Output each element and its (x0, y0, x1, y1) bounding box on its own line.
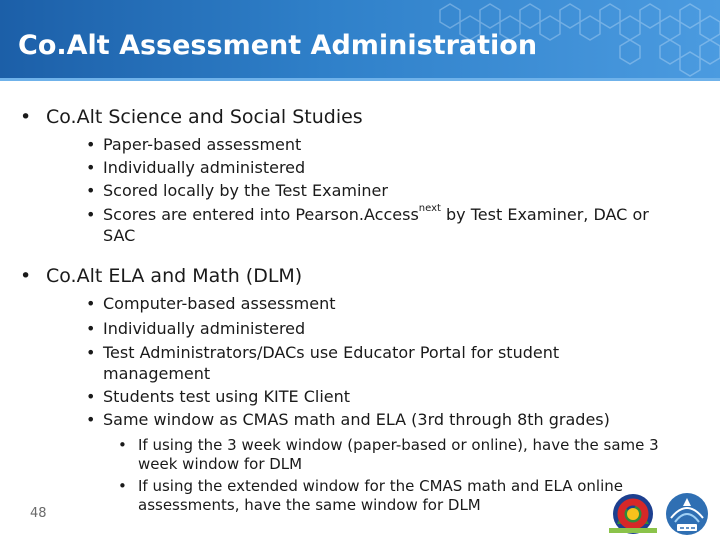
list-item-text: Scores are entered into Pearson.Access (103, 205, 419, 224)
sub-list-item-continuation: assessments, have the same window for DLM (138, 496, 481, 514)
bullet-glyph: • (86, 319, 96, 338)
cde-logo (666, 493, 708, 535)
bullet-glyph: • (86, 135, 96, 154)
list-item-text: by Test Examiner, DAC or (440, 205, 649, 224)
list-item: Same window as CMAS math and ELA (3rd through 8th grades) (103, 410, 610, 429)
sub-list-item: If using the 3 week window (paper-based or online), have the same 3 (138, 436, 659, 454)
bullet-glyph: • (86, 181, 96, 200)
sub-list-item-continuation: week window for DLM (138, 455, 303, 473)
section-heading: Co.Alt Science and Social Studies (46, 106, 363, 128)
list-item (103, 205, 649, 224)
bullet-glyph: • (118, 477, 127, 495)
bullet-glyph: • (86, 343, 96, 362)
bullet-glyph: • (86, 387, 96, 406)
superscript-next: next (418, 203, 441, 214)
bullet-glyph: • (20, 265, 32, 287)
footer-logos (605, 484, 720, 540)
list-item: Test Administrators/DACs use Educator Portal for student (103, 343, 560, 362)
colorado-flag-logo (609, 494, 657, 534)
list-item: Students test using KITE Client (103, 387, 351, 406)
bullet-glyph: • (86, 205, 96, 224)
list-item: Individually administered (103, 158, 306, 177)
list-item: Individually administered (103, 319, 306, 338)
list-item-continuation: SAC (103, 226, 136, 245)
list-item: Scored locally by the Test Examiner (103, 181, 388, 200)
list-item: Computer-based assessment (103, 294, 336, 313)
slide-title: Co.Alt Assessment Administration (18, 30, 538, 61)
bullet-glyph: • (20, 106, 32, 128)
sub-list-item: If using the extended window for the CMAS math and ELA online (138, 477, 623, 495)
bullet-glyph: • (118, 436, 127, 454)
bullet-glyph: • (86, 158, 96, 177)
list-item-continuation: management (103, 364, 211, 383)
section-heading: Co.Alt ELA and Math (DLM) (46, 265, 303, 287)
bullet-glyph: • (86, 294, 96, 313)
bullet-glyph: • (86, 410, 96, 429)
page-number: 48 (30, 506, 47, 521)
list-item: Paper-based assessment (103, 135, 302, 154)
